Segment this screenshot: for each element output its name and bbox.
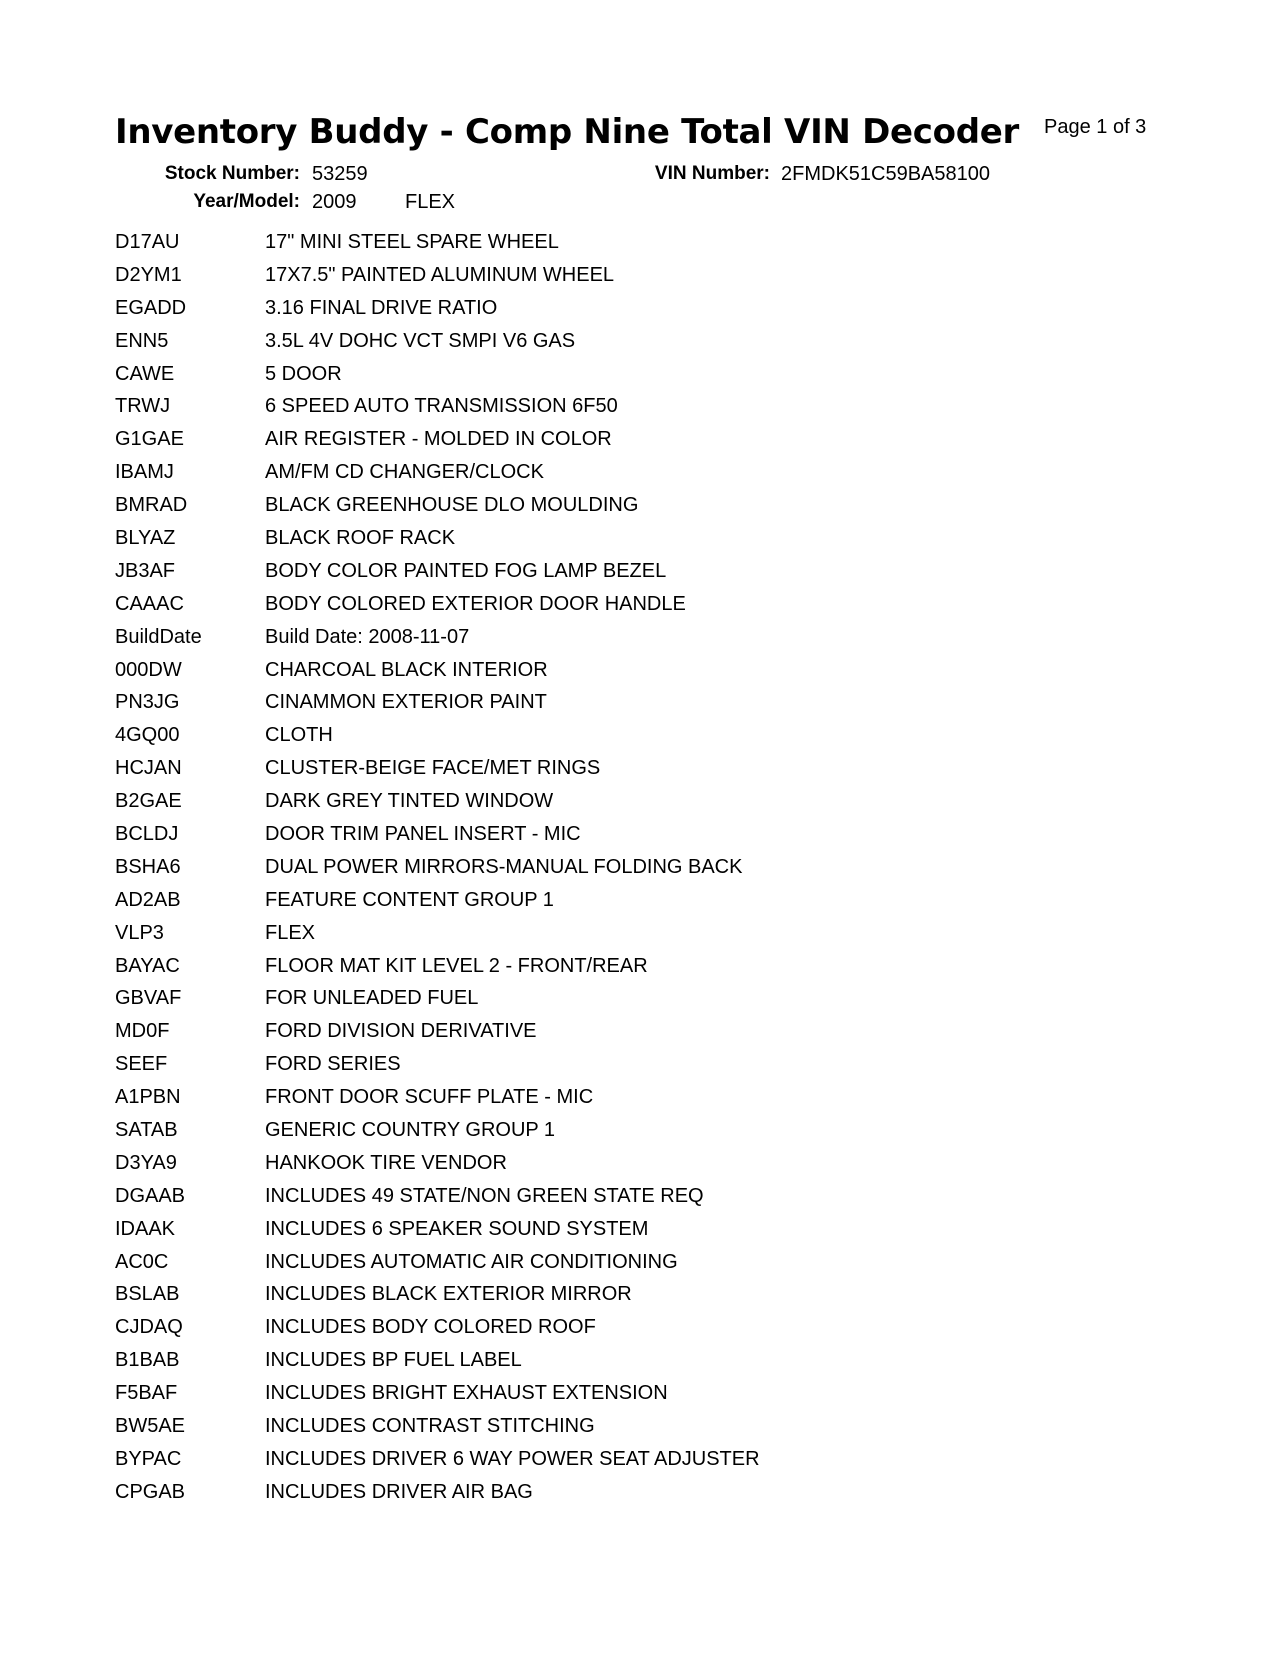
option-description: DARK GREY TINTED WINDOW <box>265 790 554 813</box>
option-code: BLYAZ <box>115 526 176 549</box>
option-code: EGADD <box>115 296 187 319</box>
year-value: 2009 <box>312 191 357 213</box>
option-code: ENN5 <box>115 329 169 352</box>
option-code: PN3JG <box>115 691 180 714</box>
option-description: INCLUDES DRIVER AIR BAG <box>265 1480 533 1503</box>
option-row <box>115 1476 1015 1509</box>
option-row <box>115 522 1015 555</box>
option-row <box>115 785 1015 818</box>
option-description: AM/FM CD CHANGER/CLOCK <box>265 461 544 484</box>
option-description: DUAL POWER MIRRORS-MANUAL FOLDING BACK <box>265 855 743 878</box>
option-row <box>115 390 1015 423</box>
option-row <box>115 259 1015 292</box>
option-description: CLOTH <box>265 724 333 747</box>
option-row <box>115 1114 1015 1147</box>
option-description: INCLUDES BODY COLORED ROOF <box>265 1316 596 1339</box>
option-code: BYPAC <box>115 1447 182 1470</box>
option-row <box>115 489 1015 522</box>
vin-number-value: 2FMDK51C59BA58100 <box>781 163 991 185</box>
option-code: AC0C <box>115 1250 169 1273</box>
option-code: VLP3 <box>115 921 164 944</box>
option-code: TRWJ <box>115 395 171 418</box>
option-row <box>115 719 1015 752</box>
option-row <box>115 1048 1015 1081</box>
option-description: FRONT DOOR SCUFF PLATE - MIC <box>265 1086 594 1109</box>
model-value: FLEX <box>405 191 456 213</box>
option-code: AD2AB <box>115 888 181 911</box>
option-description: Build Date: 2008-11-07 <box>265 625 470 648</box>
option-row <box>115 555 1015 588</box>
option-code: JB3AF <box>115 559 176 582</box>
option-description: 6 SPEED AUTO TRANSMISSION 6F50 <box>265 395 618 418</box>
option-code: CAWE <box>115 362 175 385</box>
option-row <box>115 1246 1015 1279</box>
option-code: SATAB <box>115 1118 178 1141</box>
option-row <box>115 1147 1015 1180</box>
option-code: MD0F <box>115 1020 170 1043</box>
page-indicator: Page 1 of 3 <box>1044 116 1147 138</box>
option-description: 17" MINI STEEL SPARE WHEEL <box>265 230 559 253</box>
option-row <box>115 982 1015 1015</box>
option-code: BSHA6 <box>115 855 181 878</box>
option-code: B1BAB <box>115 1349 180 1372</box>
option-code: CAAAC <box>115 592 184 615</box>
option-code-list <box>115 226 1015 1509</box>
option-description: BODY COLORED EXTERIOR DOOR HANDLE <box>265 592 686 615</box>
option-code: A1PBN <box>115 1086 181 1109</box>
option-code: 000DW <box>115 658 182 681</box>
option-code: DGAAB <box>115 1184 186 1207</box>
option-description: CLUSTER-BEIGE FACE/MET RINGS <box>265 757 601 780</box>
option-description: FLOOR MAT KIT LEVEL 2 - FRONT/REAR <box>265 954 648 977</box>
option-row <box>115 884 1015 917</box>
option-description: AIR REGISTER - MOLDED IN COLOR <box>265 428 612 451</box>
option-description: FORD DIVISION DERIVATIVE <box>265 1020 537 1043</box>
document-title: Inventory Buddy - Comp Nine Total VIN Decoder <box>115 112 1019 152</box>
option-code: BW5AE <box>115 1415 186 1437</box>
option-row <box>115 1213 1015 1246</box>
option-description: FEATURE CONTENT GROUP 1 <box>265 888 554 911</box>
option-row <box>115 292 1015 325</box>
stock-number-label: Stock Number: <box>164 163 300 184</box>
option-description: FORD SERIES <box>265 1053 401 1076</box>
option-description: DOOR TRIM PANEL INSERT - MIC <box>265 822 581 845</box>
option-description: BLACK ROOF RACK <box>265 526 456 549</box>
option-description: INCLUDES 49 STATE/NON GREEN STATE REQ <box>265 1184 704 1207</box>
option-code: G1GAE <box>115 428 184 451</box>
option-description: INCLUDES AUTOMATIC AIR CONDITIONING <box>265 1250 678 1273</box>
vin-number-label: VIN Number: <box>654 163 770 184</box>
option-row <box>115 950 1015 983</box>
option-code: IBAMJ <box>115 461 174 484</box>
option-row <box>115 686 1015 719</box>
option-description: GENERIC COUNTRY GROUP 1 <box>265 1118 556 1141</box>
option-code: GBVAF <box>115 987 182 1010</box>
option-code: BMRAD <box>115 494 188 517</box>
stock-number-value: 53259 <box>312 163 368 185</box>
option-row <box>115 621 1015 654</box>
option-code: BAYAC <box>115 954 180 977</box>
option-description: CHARCOAL BLACK INTERIOR <box>265 658 548 681</box>
option-description: INCLUDES BP FUEL LABEL <box>265 1349 522 1372</box>
option-description: FLEX <box>265 921 316 944</box>
option-description: INCLUDES 6 SPEAKER SOUND SYSTEM <box>265 1217 649 1240</box>
option-code: F5BAF <box>115 1382 178 1405</box>
option-code: 4GQ00 <box>115 724 180 747</box>
option-description: 3.16 FINAL DRIVE RATIO <box>265 296 498 319</box>
option-description: INCLUDES BLACK EXTERIOR MIRROR <box>265 1283 632 1306</box>
option-description: INCLUDES CONTRAST STITCHING <box>265 1415 595 1437</box>
option-description: 17X7.5" PAINTED ALUMINUM WHEEL <box>265 263 615 286</box>
year-model-label: Year/Model: <box>193 191 300 212</box>
option-description: CINAMMON EXTERIOR PAINT <box>265 691 547 714</box>
option-row <box>115 325 1015 358</box>
option-code: D17AU <box>115 230 180 253</box>
option-row <box>115 456 1015 489</box>
option-row <box>115 818 1015 851</box>
option-row <box>115 1081 1015 1114</box>
option-description: INCLUDES DRIVER 6 WAY POWER SEAT ADJUSTER <box>265 1447 760 1470</box>
option-row <box>115 1344 1015 1377</box>
option-row <box>115 226 1015 259</box>
option-code: SEEF <box>115 1053 168 1076</box>
option-code: IDAAK <box>115 1217 176 1240</box>
option-row <box>115 1410 1015 1443</box>
option-code: BuildDate <box>115 625 202 648</box>
option-row <box>115 423 1015 456</box>
option-row <box>115 1443 1015 1476</box>
option-description: FOR UNLEADED FUEL <box>265 987 479 1010</box>
option-row <box>115 1015 1015 1048</box>
option-description: BODY COLOR PAINTED FOG LAMP BEZEL <box>265 559 667 582</box>
option-row <box>115 588 1015 621</box>
option-row <box>115 1180 1015 1213</box>
option-row <box>115 358 1015 391</box>
option-row <box>115 917 1015 950</box>
option-code: CJDAQ <box>115 1316 183 1339</box>
option-row <box>115 654 1015 687</box>
option-code: D2YM1 <box>115 263 182 286</box>
option-description: INCLUDES BRIGHT EXHAUST EXTENSION <box>265 1382 668 1405</box>
option-description: HANKOOK TIRE VENDOR <box>265 1151 507 1174</box>
option-description: 5 DOOR <box>265 362 342 385</box>
option-code: D3YA9 <box>115 1151 177 1174</box>
option-code: BCLDJ <box>115 822 179 845</box>
option-code: HCJAN <box>115 757 182 780</box>
option-row <box>115 1311 1015 1344</box>
option-description: BLACK GREENHOUSE DLO MOULDING <box>265 494 639 517</box>
option-row <box>115 1279 1015 1312</box>
option-code: B2GAE <box>115 790 182 813</box>
option-row <box>115 851 1015 884</box>
option-row <box>115 1377 1015 1410</box>
option-row <box>115 752 1015 785</box>
option-description: 3.5L 4V DOHC VCT SMPI V6 GAS <box>265 329 576 352</box>
option-code: BSLAB <box>115 1283 180 1306</box>
option-code: CPGAB <box>115 1480 186 1503</box>
